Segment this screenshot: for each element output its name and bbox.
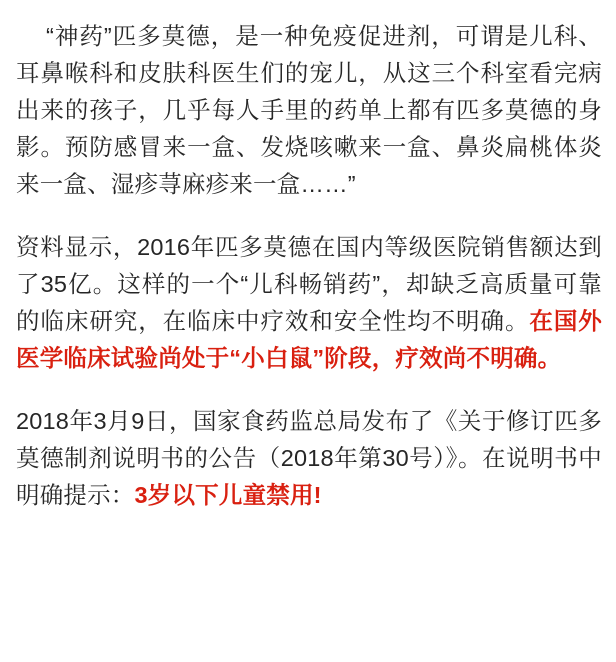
paragraph-announcement — [16, 403, 602, 514]
paragraph-announcement-text: 2018年3月9日，国家食药监总局发布了《关于修订匹多莫德制剂说明书的公告（2018年第30号）》。在说明书中明确提示： — [16, 408, 602, 508]
highlight-trial-status: 在国外医学临床试验尚处于“小白鼠”阶段，疗效尚不明确。 — [16, 308, 603, 371]
page-bottom-spacer — [0, 650, 616, 662]
highlight-age-warning: 3岁以下儿童禁用! — [134, 482, 322, 508]
paragraph-sales-data — [16, 229, 602, 377]
paragraph-quote-text: “神药”匹多莫德，是一种免疫促进剂，可谓是儿科、耳鼻喉科和皮肤科医生们的宠儿，从这三个科室看完病出来的孩子，几乎每人手里的药单上都有匹多莫德的身影。预防感冒来一盒、发烧咳嗽来一盒、鼻炎扁桃体炎来一盒、湿疹荨麻疹来一盒……” — [16, 23, 602, 197]
paragraph-sales-text: 资料显示，2016年匹多莫德在国内等级医院销售额达到了35亿。这样的一个“儿科畅销药”，却缺乏高质量可靠的临床研究，在临床中疗效和安全性均不明确。 — [16, 234, 602, 334]
paragraph-quote — [16, 18, 602, 203]
